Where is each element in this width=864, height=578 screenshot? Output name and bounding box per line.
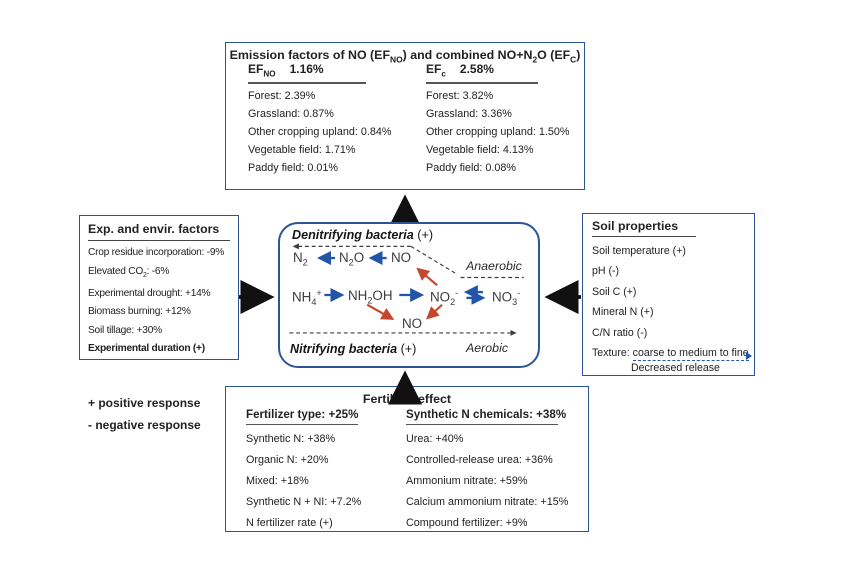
response-legend bbox=[88, 392, 201, 436]
fertilizer-type-header: Fertilizer type: +25% bbox=[246, 408, 359, 421]
list-item: Mineral N (+) bbox=[592, 306, 654, 319]
exp-box-header: Exp. and envir. factors bbox=[88, 222, 230, 241]
list-item: Soil tillage: +30% bbox=[88, 324, 162, 336]
list-item: Vegetable field: 1.71% bbox=[248, 143, 356, 156]
list-item: Ammonium nitrate: +59% bbox=[406, 474, 528, 487]
list-item: Controlled-release urea: +36% bbox=[406, 454, 553, 467]
nitrifying-sign: (+) bbox=[400, 342, 417, 356]
texture-line bbox=[592, 347, 749, 360]
list-item: Organic N: +20% bbox=[246, 454, 329, 467]
arrow-no2-to-no-top bbox=[419, 270, 437, 286]
texture-value: coarse to medium to fine bbox=[632, 347, 749, 360]
ef-c-column bbox=[426, 62, 569, 174]
list-item: Synthetic N: +38% bbox=[246, 433, 336, 446]
list-item: Compound fertilizer: +9% bbox=[406, 516, 528, 529]
denitrifying-text: Denitrifying bacteria bbox=[292, 228, 414, 242]
list-item-bold: Experimental duration (+) bbox=[88, 342, 205, 354]
list-item: Soil C (+) bbox=[592, 285, 637, 298]
species-n2: $N_2$ bbox=[293, 250, 308, 268]
species-no3: $NO_3^-$ bbox=[492, 288, 521, 308]
list-item: Biomass burning: +12% bbox=[88, 306, 191, 318]
ef-c-label: $EF_c$ bbox=[426, 62, 446, 79]
list-item: N fertilizer rate (+) bbox=[246, 516, 333, 529]
denitrifying-bacteria-label bbox=[292, 228, 433, 242]
texture-arrowhead-icon bbox=[746, 352, 752, 360]
list-item: Crop residue incorporation: -9% bbox=[88, 247, 225, 259]
species-nh2oh: $NH_2OH$ bbox=[348, 288, 393, 306]
denitrifying-sign: (+) bbox=[417, 228, 434, 242]
list-item: Urea: +40% bbox=[406, 433, 464, 446]
ef-no-column bbox=[248, 62, 391, 174]
header-underline bbox=[426, 82, 538, 83]
header-underline bbox=[406, 424, 558, 425]
list-item: Soil temperature (+) bbox=[592, 245, 686, 257]
nitrifying-bacteria-label bbox=[290, 342, 416, 356]
nitrogen-cycle-box bbox=[278, 222, 540, 368]
aerobic-label: Aerobic bbox=[466, 341, 509, 355]
list-item: Other cropping upland: 1.50% bbox=[426, 125, 570, 138]
species-no-bottom: NO bbox=[402, 316, 423, 331]
list-item: Grassland: 0.87% bbox=[248, 107, 334, 120]
ef-no-label: $EF_{NO}$ bbox=[248, 62, 276, 79]
header-underline bbox=[246, 424, 358, 425]
species-no-top: NO bbox=[391, 250, 412, 265]
list-item: Forest: 2.39% bbox=[248, 89, 316, 102]
arrow-nh2oh-to-no-bottom bbox=[367, 305, 391, 319]
texture-note: Decreased release bbox=[631, 362, 720, 375]
legend-negative: - negative response bbox=[88, 418, 201, 432]
ef-no-value: 1.16% bbox=[289, 62, 324, 76]
ef-c-value: 2.58% bbox=[459, 62, 494, 76]
anaerobic-label: Anaerobic bbox=[466, 259, 522, 273]
species-nh4: $NH_4^+$ bbox=[292, 288, 322, 308]
species-n2o: $N_2O$ bbox=[339, 250, 365, 268]
list-item: Grassland: 3.36% bbox=[426, 107, 512, 120]
list-item: C/N ratio (-) bbox=[592, 326, 648, 339]
list-item: Elevated $CO_2$: -6% bbox=[88, 265, 170, 279]
list-item: Paddy field: 0.01% bbox=[248, 161, 339, 174]
ef-c-header bbox=[426, 62, 569, 78]
nitrifying-text: Nitrifying bacteria bbox=[290, 342, 398, 356]
list-item: pH (-) bbox=[592, 265, 620, 278]
header-underline bbox=[248, 82, 366, 83]
legend-positive: + positive response bbox=[88, 396, 201, 410]
soil-box-header: Soil properties bbox=[592, 219, 696, 237]
emission-box-title: Emission factors of NO $(EF_{NO})$ and combined $NO+N_2O$ $(EF_C)$ bbox=[229, 48, 581, 65]
fertilizer-effect-box bbox=[225, 386, 589, 532]
list-item: Other cropping upland: 0.84% bbox=[248, 125, 392, 138]
ef-no-header bbox=[248, 62, 391, 78]
list-item: Mixed: +18% bbox=[246, 474, 309, 487]
list-item: Forest: 3.82% bbox=[426, 89, 494, 102]
fertilizer-type-column bbox=[246, 408, 361, 529]
list-item: Paddy field: 0.08% bbox=[426, 161, 517, 174]
emission-factors-box bbox=[225, 42, 585, 190]
list-item: Vegetable field: 4.13% bbox=[426, 143, 534, 156]
species-no2: $NO_2^-$ bbox=[430, 288, 459, 308]
list-item: Calcium ammonium nitrate: +15% bbox=[406, 495, 569, 508]
list-item: Experimental drought: +14% bbox=[88, 287, 211, 299]
soil-properties-box bbox=[582, 213, 755, 376]
anaerobic-boundary-diagonal bbox=[411, 246, 458, 274]
exp-envir-factors-box bbox=[79, 215, 239, 360]
texture-label: Texture: bbox=[592, 347, 633, 360]
synthetic-n-chemicals-column bbox=[406, 408, 568, 529]
synthetic-n-chemicals-header: Synthetic N chemicals: +38% bbox=[406, 408, 567, 421]
list-item: Synthetic N + NI: +7.2% bbox=[246, 495, 362, 508]
fertilizer-box-title: Fertilizer effect bbox=[362, 392, 452, 406]
